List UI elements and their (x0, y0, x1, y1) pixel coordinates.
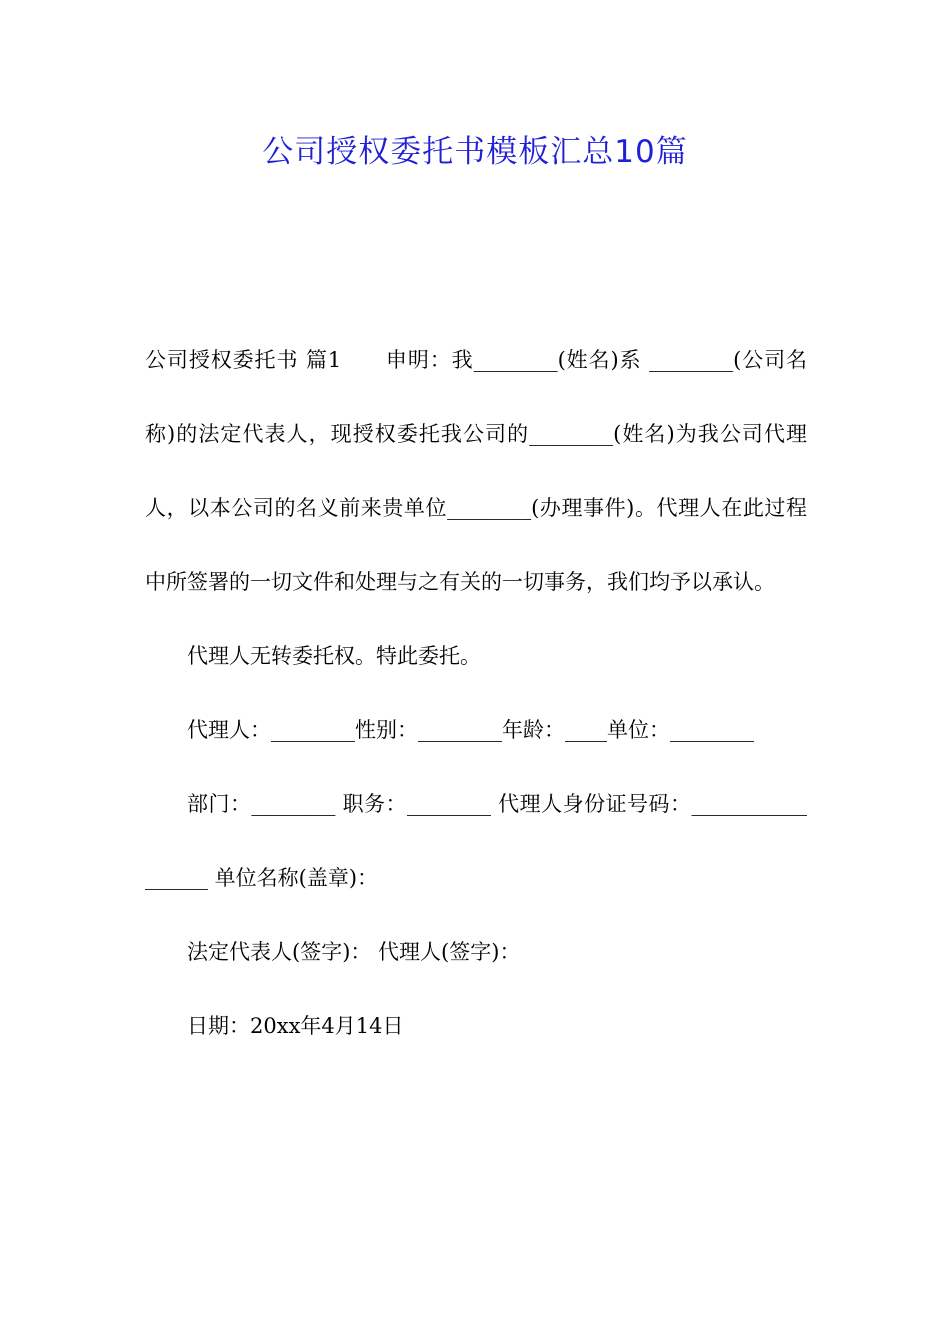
document-title: 公司授权委托书模板汇总10篇 (262, 134, 688, 170)
document-body (145, 323, 807, 1063)
paragraph-declaration: 公司授权委托书 篇1 申明：我________(姓名)系 ________(公司名称)的法定代表人，现授权委托我公司的________(姓名)为我公司代理人，以本公司的名义前来贵单位________(办理事件)。代理人在此过程中所签署的一切文件和处理与之有关的一切事务，我们均予以承认。 (145, 348, 807, 594)
paragraph-agent-info: 代理人：________性别：________年龄：____单位：________ (187, 718, 754, 742)
paragraph-no-subdelegation: 代理人无转委托权。特此委托。 (187, 644, 481, 668)
paragraph-date: 日期：20xx年4月14日 (187, 1014, 404, 1038)
paragraph-signatures: 法定代表人(签字)： 代理人(签字)： (187, 940, 521, 964)
paragraph-department-info: 部门：________ 职务：________ 代理人身份证号码：_________________ 单位名称(盖章)： (145, 792, 807, 890)
